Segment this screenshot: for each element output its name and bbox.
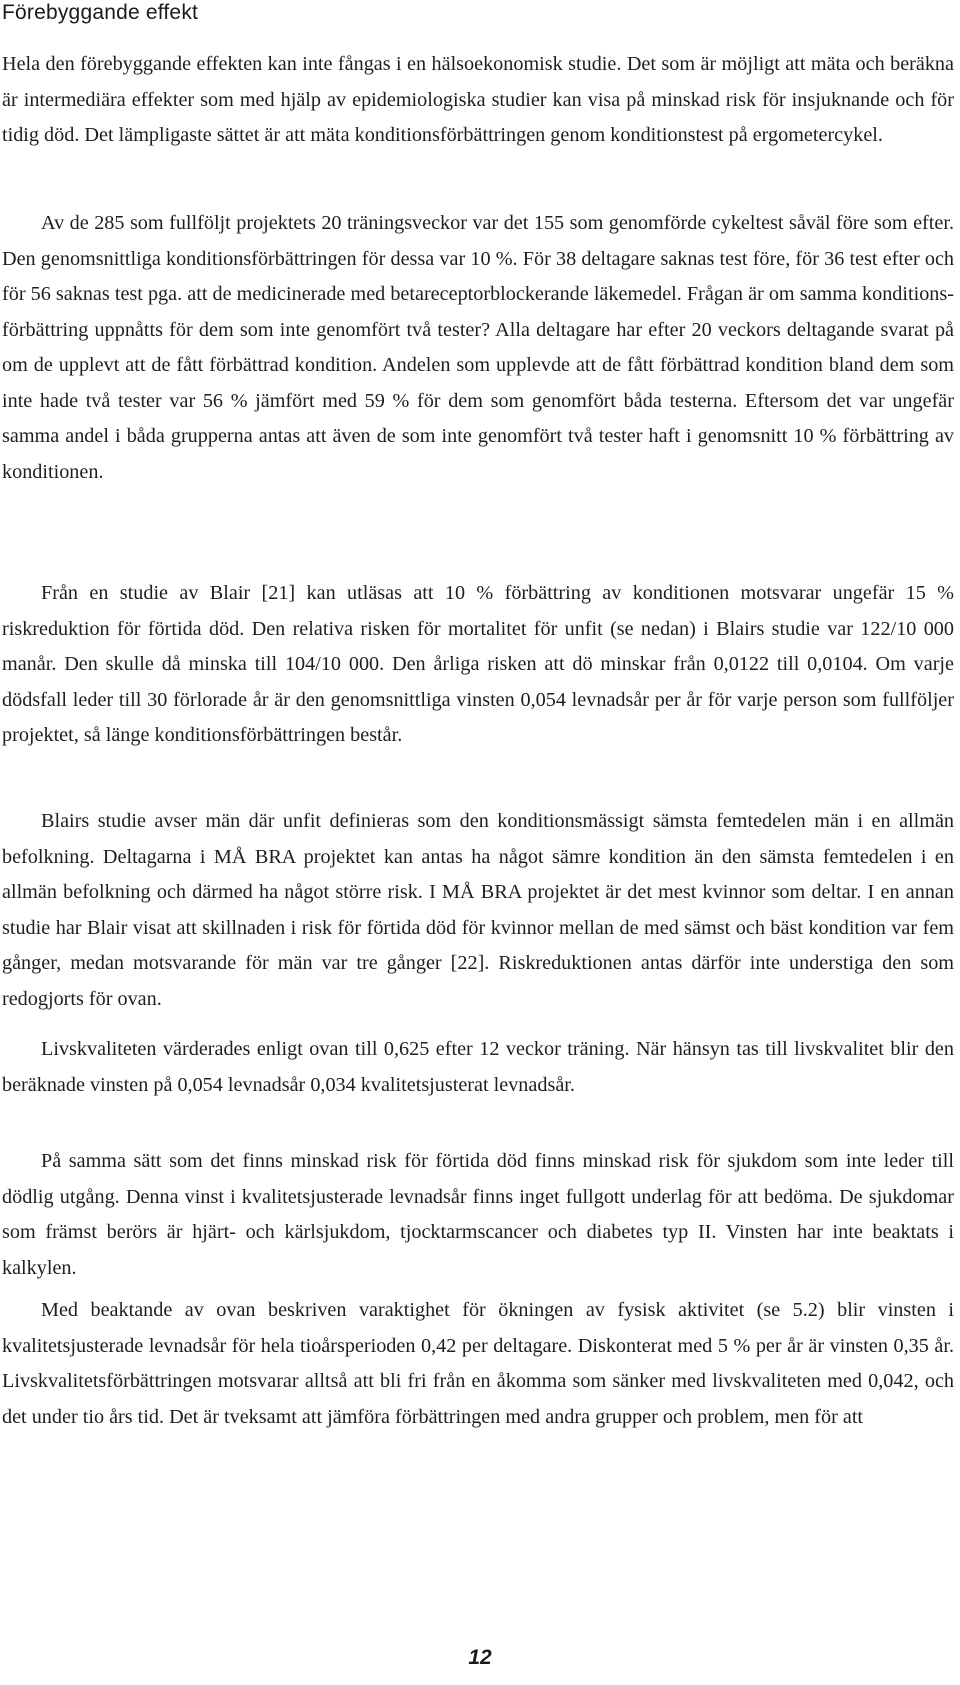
paragraph-6: På samma sätt som det finns minskad risk för förtida död finns minskad risk för sjukdom som inte leder till dödlig utgång. Denna vinst i kvalitetsjusterade levnadsår finns inget fullgott underlag för att bedöma. De sjukdomar som främst berörs är hjärt- och kärlsjukdom, tjocktarmscancer och diabetes typ II. Vinsten har inte beaktats i kalkylen. bbox=[2, 1150, 954, 1279]
paragraph-2: Av de 285 som fullföljt projektets 20 träningsveckor var det 155 som genomförde cykeltest såväl före som efter. Den genomsnittliga konditionsförbättringen för dessa var 10 %. För 38 deltagare saknas test före, för 36 test efter och för 56 saknas test pga. att de medicinerade med betareceptorblockerande läkemedel. Frågan är om samma konditionsförbättring uppnåtts för dem som inte genomfört två tester? Alla deltagare har efter 20 veckors deltagande svarat på om de upplevt att de fått förbättrad kondition. Andelen som upplevde att de fått förbättrad kondition bland dem som inte hade två tester var 56 % jämfört med 59 % för dem som genomfört båda testerna. Eftersom det var ungefär samma andel i båda grupperna antas att även de som inte genomfört två tester haft i genomsnitt 10 % förbättring av konditionen. bbox=[2, 212, 954, 483]
paragraph-5: Livskvaliteten värderades enligt ovan till 0,625 efter 12 veckor träning. När hänsyn tas till livskvalitet blir den beräknade vinsten på 0,054 levnadsår 0,034 kvalitetsjusterat levnadsår. bbox=[2, 1038, 954, 1096]
paragraph-1: Hela den förebyggande effekten kan inte fångas i en hälsoekonomisk studie. Det som är möjligt att mäta och beräkna är intermediära effekter som med hjälp av epidemiologiska studier kan visa på minskad risk för insjuknande och för tidig död. Det lämpligaste sättet är att mäta konditionsförbättringen genom konditionstest på ergometercykel. bbox=[2, 53, 954, 146]
page-number: 12 bbox=[468, 1646, 492, 1669]
section-heading: Förebyggande effekt bbox=[2, 1, 199, 24]
paragraph-7: Med beaktande av ovan beskriven varaktighet för ökningen av fysisk aktivitet (se 5.2) blir vinsten i kvalitetsjusterade levnadsår för hela tioårsperioden 0,42 per deltagare. Diskonterat med 5 % per år är vinsten 0,35 år. Livskvalitetsförbättringen motsvarar alltså att bli fri från en åkomma som sänker med livskvaliteten med 0,042, och det under tio års tid. Det är tveksamt att jämföra förbättringen med andra grupper och problem, men för att bbox=[2, 1299, 954, 1428]
paragraph-4: Blairs studie avser män där unfit definieras som den konditionsmässigt sämsta femtedelen män i en allmän befolkning. Deltagarna i MÅ BRA projektet kan antas ha något sämre kondition än den sämsta femtedelen i en allmän befolkning och därmed ha något större risk. I MÅ BRA projektet är det mest kvinnor som deltar. I en annan studie har Blair visat att skillnaden i risk för förtida död för kvinnor mellan de med sämst och bäst kondition var fem gånger, medan motsvarande för män var tre gånger [22]. Riskreduktionen antas därför inte understiga den som redogjorts för ovan. bbox=[2, 810, 954, 1010]
paragraph-3: Från en studie av Blair [21] kan utläsas att 10 % förbättring av konditionen motsvarar ungefär 15 % riskreduktion för förtida död. Den relativa risken för mortalitet för unfit (se nedan) i Blairs studie var 122/10 000 manår. Den skulle då minska till 104/10 000. Den årliga risken att dö minskar från 0,0122 till 0,0104. Om varje dödsfall leder till 30 förlorade år är den genomsnittliga vinsten 0,054 levnadsår per år för varje person som fullföljer projektet, så länge konditionsförbättringen består. bbox=[2, 582, 954, 746]
